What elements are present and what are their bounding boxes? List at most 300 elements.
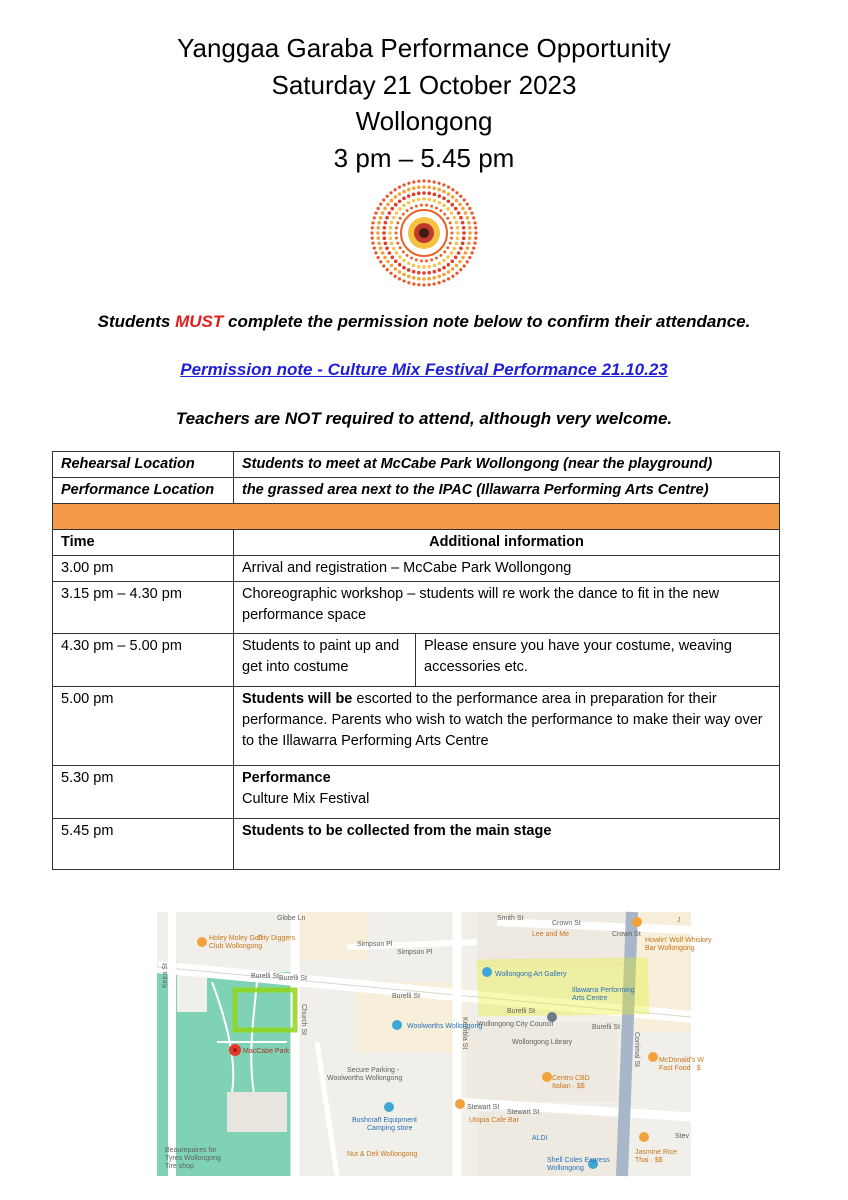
row-info: Students will be escorted to the performance area in preparation for their performance. Parents who wish to watch the performance to make their way over to the Illawarra Performing Arts Centre <box>234 687 780 766</box>
logo-dot <box>472 246 475 249</box>
logo-dot <box>407 275 411 279</box>
logo-dot <box>410 257 413 260</box>
logo-dot <box>402 213 405 216</box>
logo-dot <box>454 256 458 260</box>
svg-text:Wollongong Art Gallery: Wollongong Art Gallery <box>495 971 567 978</box>
logo-dot <box>461 242 465 246</box>
logo-dot <box>390 199 394 203</box>
logo-dot <box>437 275 441 279</box>
svg-text:Secure Parking -: Secure Parking - <box>347 1067 400 1074</box>
logo-dot <box>470 251 473 254</box>
row-time: 3.15 pm – 4.30 pm <box>53 582 234 634</box>
golf-pin <box>197 937 207 947</box>
logo-dot <box>394 267 398 271</box>
logo-dot <box>473 221 476 224</box>
logo-dot <box>427 271 431 275</box>
logo-dot <box>433 193 437 197</box>
svg-text:Church St: Church St <box>300 1004 307 1036</box>
svg-text:Utopia Cafe Bar: Utopia Cafe Bar <box>469 1117 519 1124</box>
svg-text:Lee and Me: Lee and Me <box>532 931 569 938</box>
logo-dot <box>422 271 426 275</box>
logo-dot <box>373 216 376 219</box>
svg-text:Shell Coles Express: Shell Coles Express <box>547 1157 610 1164</box>
logo-dot <box>447 192 451 196</box>
howlin-pin <box>632 917 642 927</box>
title-date: Saturday 21 October 2023 <box>271 69 577 100</box>
logo-dot <box>388 211 392 215</box>
logo-dot <box>447 186 450 189</box>
table-row <box>53 766 780 819</box>
logo-dot <box>463 198 466 201</box>
logo-dot <box>395 232 398 235</box>
title-location: Wollongong <box>355 106 493 136</box>
svg-text:Bushcraft Equipment: Bushcraft Equipment <box>352 1117 417 1124</box>
row-info-costume: Please ensure you have your costume, weaving accessories etc. <box>416 634 780 687</box>
logo-dot <box>392 216 395 219</box>
logo-dot <box>398 192 402 196</box>
logo-dot <box>442 273 446 277</box>
svg-text:Camping store: Camping store <box>367 1125 413 1132</box>
logo-dot <box>370 231 373 234</box>
dot-painting-logo <box>369 178 479 288</box>
svg-text:City Diggers: City Diggers <box>257 935 296 942</box>
logo-dot <box>473 242 476 245</box>
svg-text:Crown St: Crown St <box>612 931 641 938</box>
logo-dot <box>417 192 421 196</box>
svg-text:McDonald's W: McDonald's W <box>659 1057 704 1064</box>
logo-dot <box>373 246 376 249</box>
logo-dot <box>392 247 395 250</box>
logo-dot <box>422 197 425 200</box>
attendance-notice: Students MUST complete the permission note below to confirm their attendance. <box>97 312 751 331</box>
logo-dot <box>466 216 470 220</box>
must-emphasis: MUST <box>175 312 224 331</box>
logo-dot <box>420 259 423 262</box>
svg-text:Smith St: Smith St <box>497 915 524 922</box>
rehearsal-label: Rehearsal Location <box>53 452 234 478</box>
rehearsal-value: Students to meet at McCabe Park Wollongong (near the playground) <box>234 452 780 478</box>
logo-dot <box>398 207 401 210</box>
logo-dot <box>450 237 453 240</box>
svg-text:Fast Food · $: Fast Food · $ <box>659 1065 701 1072</box>
logo-dot <box>402 190 406 194</box>
logo-dot <box>467 221 471 225</box>
logo-dot <box>435 206 438 209</box>
logo-dot <box>398 199 402 203</box>
row-info: Students to be collected from the main stage <box>234 819 780 870</box>
mcdonalds-pin <box>648 1052 658 1062</box>
logo-dot <box>442 259 445 262</box>
logo-dot <box>443 213 446 216</box>
logo-dot <box>395 211 398 214</box>
logo-dot <box>433 264 436 267</box>
logo-dot <box>386 268 389 271</box>
table-row <box>53 582 780 634</box>
svg-text:Simpson Pl: Simpson Pl <box>397 949 433 956</box>
mccabe-park-label: MacCabe Park <box>243 1048 290 1055</box>
svg-text:Tyres Wollongong: Tyres Wollongong <box>165 1155 221 1162</box>
logo-dot <box>453 247 456 250</box>
logo-dot <box>422 185 426 189</box>
logo-dot <box>456 237 459 240</box>
logo-dot <box>472 216 475 219</box>
logo-dot <box>462 226 466 230</box>
svg-text:Wollongong: Wollongong <box>547 1165 584 1172</box>
logo-dot <box>459 247 463 251</box>
logo-dot <box>474 237 477 240</box>
logo-dot <box>422 191 426 195</box>
permission-link-line <box>0 360 848 380</box>
logo-dot <box>456 231 459 234</box>
logo-dot <box>395 251 398 254</box>
time-header: Time <box>53 530 234 556</box>
logo-dot <box>451 188 454 191</box>
svg-text:Stewart St: Stewart St <box>467 1104 500 1111</box>
logo-dot <box>468 226 472 230</box>
logo-dot <box>394 275 397 278</box>
logo-dot <box>438 268 442 272</box>
logo-dot <box>439 254 442 257</box>
svg-text:Centro CBD: Centro CBD <box>552 1075 590 1082</box>
logo-dot <box>428 265 431 268</box>
logo-dot <box>410 206 413 209</box>
logo-dot <box>433 180 436 183</box>
logo-dot <box>376 236 380 240</box>
table-row <box>53 687 780 766</box>
logo-dot <box>462 231 466 235</box>
logo-dot <box>402 250 405 253</box>
logo-dot <box>455 191 458 194</box>
logo-dot <box>428 283 431 286</box>
logo-dot <box>427 185 431 189</box>
logo-dot <box>462 236 466 240</box>
logo-dot <box>417 198 420 201</box>
logo-dot <box>467 241 471 245</box>
logo-dot <box>449 221 452 224</box>
logo-dot <box>389 237 392 240</box>
logo-dot <box>402 266 406 270</box>
logo-dot <box>407 182 410 185</box>
svg-text:Woolworths Wollongong: Woolworths Wollongong <box>327 1075 403 1082</box>
logo-dot <box>454 207 458 211</box>
logo-dot <box>389 191 392 194</box>
svg-text:Woolworths Wollongong: Woolworths Wollongong <box>407 1023 483 1030</box>
logo-dot <box>428 198 431 201</box>
row-time: 3.00 pm <box>53 556 234 582</box>
logo-dot <box>412 270 416 274</box>
jasmine-pin <box>639 1132 649 1142</box>
logo-dot <box>383 226 387 230</box>
logo-dot <box>386 203 390 207</box>
logo-dot <box>407 194 411 198</box>
logo-dot <box>447 270 451 274</box>
logo-dot <box>439 209 442 212</box>
logo-dot <box>466 246 470 250</box>
logo-dot <box>385 216 389 220</box>
logo-dot <box>389 226 392 229</box>
logo-dot <box>433 270 437 274</box>
logo-dot <box>377 241 381 245</box>
logo-dot <box>407 262 410 265</box>
logo-dot <box>449 242 452 245</box>
logo-dot <box>402 204 405 207</box>
logo-dot <box>382 264 385 267</box>
logo-dot <box>432 186 436 190</box>
logo-dot <box>422 265 425 268</box>
schedule-table <box>52 451 780 870</box>
logo-dot <box>384 242 388 246</box>
logo-dot <box>464 211 468 215</box>
logo-dot <box>459 268 462 271</box>
svg-text:Kembla St: Kembla St <box>461 1017 468 1050</box>
logo-dot <box>415 258 418 261</box>
logo-dot <box>399 246 402 249</box>
svg-text:Keira St: Keira St <box>162 963 169 988</box>
svg-text:Holey Moley Golf: Holey Moley Golf <box>209 935 263 942</box>
table-header-row <box>53 530 780 556</box>
logo-dot <box>407 188 411 192</box>
logo-dot <box>379 246 383 250</box>
logo-dot <box>379 260 382 263</box>
info-header: Additional information <box>234 530 780 556</box>
logo-dot <box>450 211 453 214</box>
logo-dot <box>371 237 374 240</box>
logo-dot <box>420 204 423 207</box>
svg-text:Corrimal St: Corrimal St <box>633 1032 640 1068</box>
logo-dot <box>461 221 465 225</box>
logo-dot <box>468 231 472 235</box>
logo-dot <box>412 276 416 280</box>
logo-dot <box>394 188 397 191</box>
logo-dot <box>459 195 462 198</box>
logo-dot <box>396 221 399 224</box>
svg-text:Burelli St: Burelli St <box>279 975 308 982</box>
utopia-pin <box>455 1099 465 1109</box>
logo-dot <box>383 256 387 260</box>
performance-location-row <box>53 478 780 504</box>
svg-text:Burelli St: Burelli St <box>507 1008 536 1015</box>
title-time: 3 pm – 5.45 pm <box>333 142 515 173</box>
svg-text:ALDI: ALDI <box>532 1135 548 1142</box>
logo-dot <box>461 256 465 260</box>
logo-dot <box>457 251 461 255</box>
logo-dot <box>455 199 459 203</box>
logo-dot <box>447 199 451 203</box>
page-title <box>0 30 848 176</box>
logo-dot <box>390 264 394 268</box>
logo-dot <box>450 226 453 229</box>
svg-text:Tire shop: Tire shop <box>165 1163 194 1170</box>
table-row <box>53 819 780 870</box>
logo-dot <box>427 192 431 196</box>
logo-dot <box>412 264 415 267</box>
logo-dot <box>386 260 390 264</box>
logo-dot <box>403 279 406 282</box>
logo-dot <box>430 258 433 261</box>
logo-dot <box>389 272 392 275</box>
logo-dot <box>442 204 445 207</box>
logo-dot <box>388 251 392 255</box>
logo-dot <box>442 266 446 270</box>
logo-dot <box>383 236 387 240</box>
logo-dot <box>398 263 402 267</box>
logo-dot <box>435 257 438 260</box>
logo-dot <box>458 203 462 207</box>
logo-dot <box>422 277 426 281</box>
logo-dot <box>417 265 420 268</box>
logo-dot <box>398 270 402 274</box>
logo-dot <box>412 193 416 197</box>
logo-dot <box>437 182 440 185</box>
logo-dot <box>468 207 471 210</box>
logo-dot <box>417 271 421 275</box>
row-time: 5.30 pm <box>53 766 234 819</box>
logo-dot <box>451 267 455 271</box>
logo-dot <box>383 207 387 211</box>
logo-dot <box>381 251 385 255</box>
logo-dot <box>422 179 425 182</box>
logo-dot <box>451 275 454 278</box>
logo-dot <box>430 205 433 208</box>
logo-dot <box>390 207 394 211</box>
title-line-1: Yanggaa Garaba Performance Opportunity <box>177 33 671 63</box>
logo-dot <box>371 221 374 224</box>
svg-text:Jasmine Rice: Jasmine Rice <box>635 1149 678 1156</box>
logo-dot <box>395 237 398 240</box>
logo-dot <box>415 205 418 208</box>
logo-dot <box>384 221 388 225</box>
divider-row <box>53 504 780 530</box>
logo-dot <box>379 203 382 206</box>
performance-location-label: Performance Location <box>53 478 234 504</box>
logo-dot <box>446 246 449 249</box>
logo-dot <box>390 242 393 245</box>
svg-text:J: J <box>677 917 681 924</box>
art-gallery-pin <box>482 967 492 977</box>
logo-dot <box>451 232 454 235</box>
row-info: Choreographic workshop – students will re work the dance to fit in the new performance space <box>234 582 780 634</box>
svg-text:Bar Wollongong: Bar Wollongong <box>645 945 695 952</box>
logo-dot <box>468 256 471 259</box>
logo-dot <box>442 190 446 194</box>
logo-dot <box>407 281 410 284</box>
logo-dot <box>455 264 459 268</box>
logo-dot <box>470 212 473 215</box>
logo-dot <box>474 226 477 229</box>
svg-text:Thai · $$: Thai · $$ <box>635 1157 663 1164</box>
logo-dot <box>446 255 449 258</box>
logo-dot <box>442 183 445 186</box>
logo-dot <box>447 277 450 280</box>
svg-text:Nut & Deli Wollongong: Nut & Deli Wollongong <box>347 1151 418 1158</box>
logo-dot <box>451 195 455 199</box>
logo-dot <box>396 242 399 245</box>
svg-text:Howlin' Wolf Whiskey: Howlin' Wolf Whiskey <box>645 937 712 944</box>
logo-dot <box>407 201 410 204</box>
logo-dot <box>390 256 394 260</box>
logo-dot <box>376 226 380 230</box>
centro-pin <box>542 1072 552 1082</box>
logo-dot <box>425 259 428 262</box>
svg-text:Arts Centre: Arts Centre <box>572 995 608 1002</box>
logo-dot <box>394 195 398 199</box>
svg-text:Wollongong Library: Wollongong Library <box>512 1039 573 1046</box>
logo-dot <box>385 247 389 251</box>
logo-dot <box>437 188 441 192</box>
logo-dot <box>450 259 454 263</box>
logo-dot <box>468 236 472 240</box>
logo-dot <box>447 263 451 267</box>
logo-dot <box>422 283 425 286</box>
logo-dot <box>412 282 415 285</box>
logo-dot <box>394 203 398 207</box>
svg-text:Beaurepaires for: Beaurepaires for <box>165 1147 217 1154</box>
logo-dot <box>437 281 440 284</box>
logo-dot <box>417 283 420 286</box>
logo-dot <box>464 251 468 255</box>
logo-dot <box>455 242 458 245</box>
teachers-notice: Teachers are NOT required to attend, although very welcome. <box>175 409 673 428</box>
woolworths-pin <box>392 1020 402 1030</box>
logo-dot <box>406 254 409 257</box>
logo-dot <box>455 221 458 224</box>
logo-dot <box>428 180 431 183</box>
logo-dot <box>461 207 465 211</box>
logo-dot <box>374 212 377 215</box>
logo-dot <box>446 217 449 220</box>
logo-dot <box>402 197 406 201</box>
logo-dot <box>377 221 381 225</box>
performance-location-value: the grassed area next to the IPAC (Illawarra Performing Arts Centre) <box>234 478 780 504</box>
logo-dot <box>374 251 377 254</box>
table-row <box>53 634 780 687</box>
svg-text:Globe Ln: Globe Ln <box>277 915 306 922</box>
logo-dot <box>371 242 374 245</box>
logo-dot <box>395 226 398 229</box>
logo-dot <box>394 259 398 263</box>
logo-dot <box>398 186 401 189</box>
logo-dot <box>417 180 420 183</box>
svg-text:Stewart St: Stewart St <box>507 1109 540 1116</box>
logo-dot <box>399 217 402 220</box>
logo-dot <box>412 180 415 183</box>
logo-dot <box>417 185 421 189</box>
bushcraft-pin <box>384 1102 394 1112</box>
logo-dot <box>412 199 415 202</box>
svg-text:Burelli St: Burelli St <box>251 973 280 980</box>
svg-text:Italian · $$: Italian · $$ <box>552 1083 585 1090</box>
logo-dot <box>459 216 463 220</box>
logo-dot <box>382 198 385 201</box>
logo-dot <box>382 231 386 235</box>
logo-dot <box>398 277 401 280</box>
logo-dot <box>455 272 458 275</box>
svg-text:Wollongong City Council: Wollongong City Council <box>477 1021 554 1028</box>
logo-dot <box>453 216 456 219</box>
street-map[interactable] <box>157 912 712 1176</box>
svg-text:Burelli St: Burelli St <box>392 993 421 1000</box>
permission-note-link[interactable]: Permission note - Culture Mix Festival Performance 21.10.23 <box>180 360 668 379</box>
logo-dot <box>458 260 462 264</box>
logo-dot <box>438 262 441 265</box>
rehearsal-row <box>53 452 780 478</box>
row-time: 4.30 pm – 5.00 pm <box>53 634 234 687</box>
logo-dot <box>425 204 428 207</box>
logo-dot <box>402 273 406 277</box>
logo-dot <box>463 264 466 267</box>
row-info-paint: Students to paint up and get into costume <box>234 634 416 687</box>
logo-dot <box>386 195 389 198</box>
